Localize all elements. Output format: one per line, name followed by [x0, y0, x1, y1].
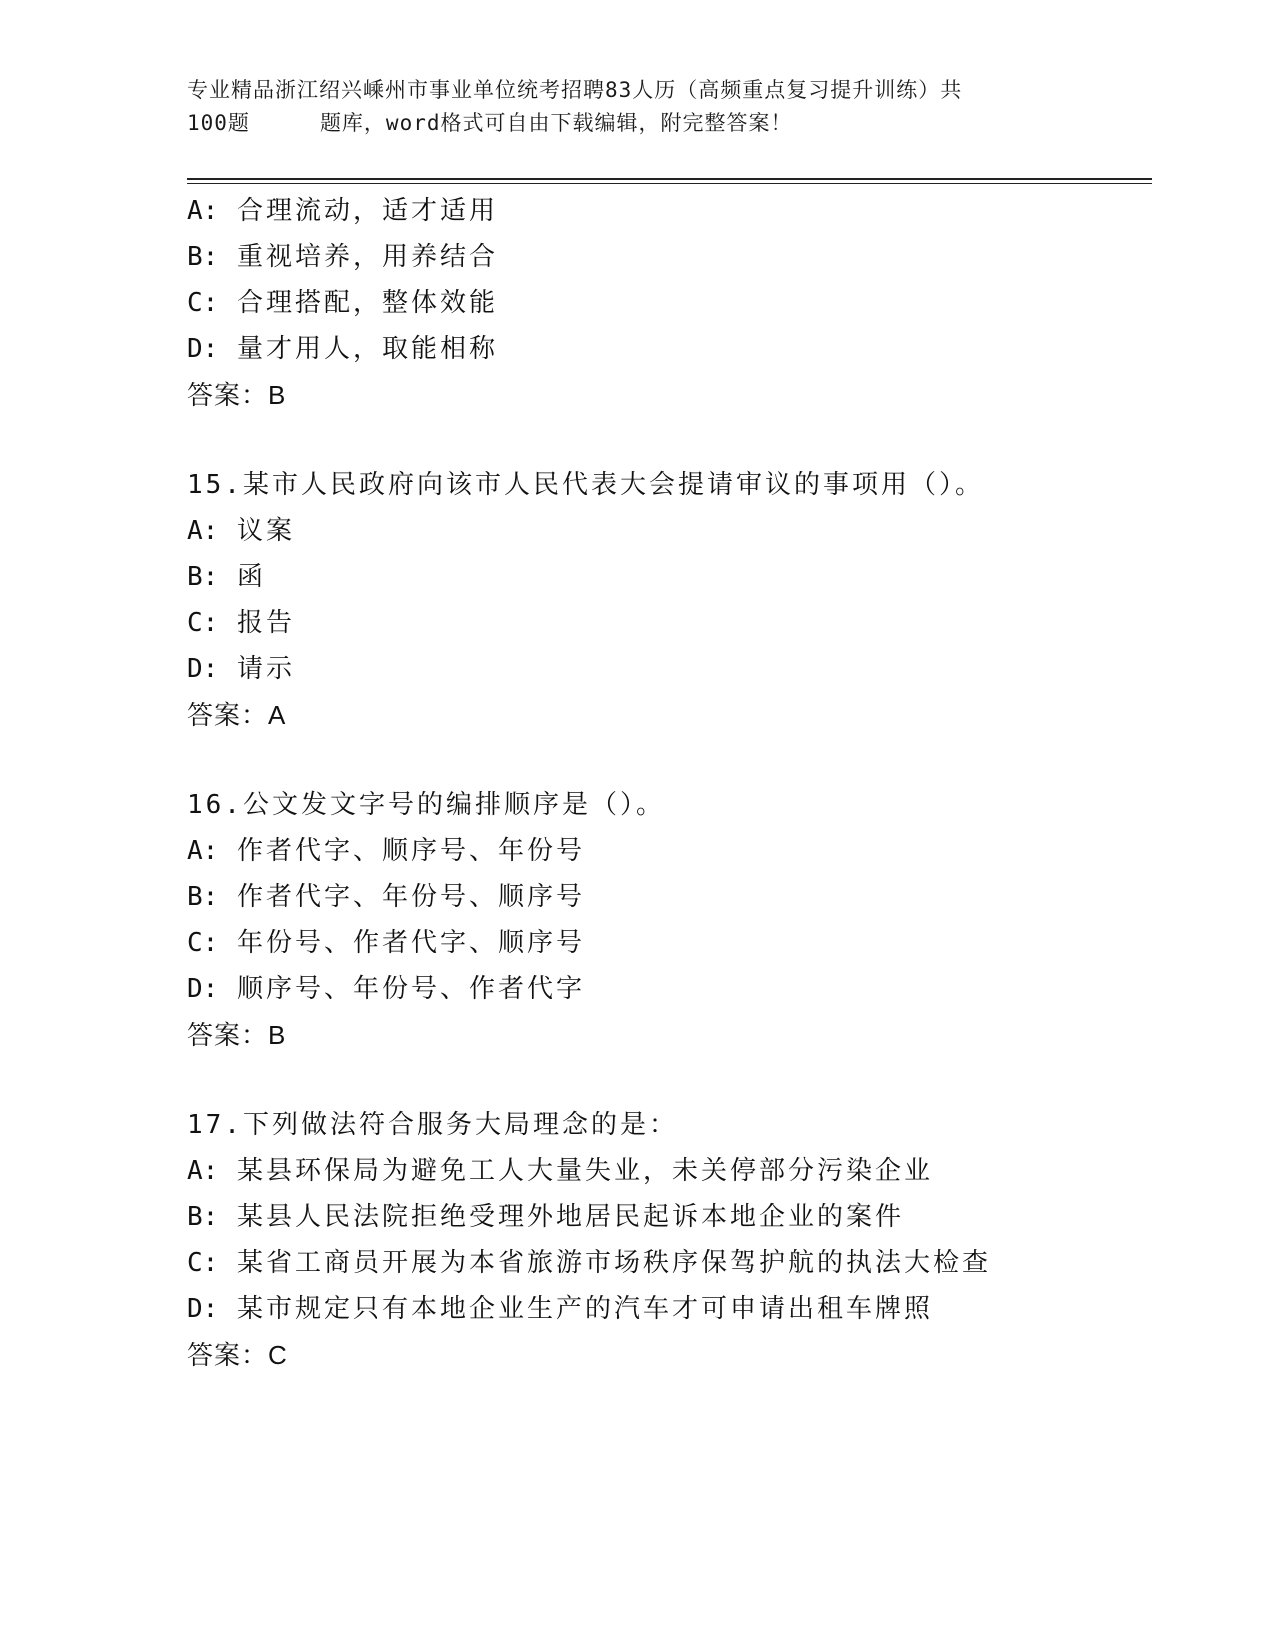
question-stem: 16.公文发文字号的编排顺序是（）。	[187, 790, 665, 820]
option-text: 某市规定只有本地企业生产的汽车才可申请出租车牌照	[236, 1294, 933, 1324]
spacer	[187, 418, 1187, 462]
option-key: C:	[187, 1248, 219, 1278]
option-text: 报告	[236, 608, 295, 638]
spacer	[187, 1058, 1187, 1102]
answer-line: 答案：A	[187, 700, 287, 730]
option-a	[187, 188, 1187, 234]
answer-line: 答案：B	[187, 380, 287, 410]
header-question-count: 100题	[187, 111, 250, 135]
option-text: 重视培养，用养结合	[236, 242, 498, 272]
option-key: C:	[187, 608, 219, 638]
option-text: 顺序号、年份号、作者代字	[236, 974, 585, 1004]
option-text: 作者代字、顺序号、年份号	[236, 836, 585, 866]
option-key: A:	[187, 836, 219, 866]
option-text: 某县人民法院拒绝受理外地居民起诉本地企业的案件	[236, 1202, 904, 1232]
option-key: D:	[187, 654, 219, 684]
option-a	[187, 1148, 1187, 1194]
option-d	[187, 646, 1187, 692]
option-key: A:	[187, 1156, 219, 1186]
option-text: 年份号、作者代字、顺序号	[236, 928, 585, 958]
option-text: 某县环保局为避免工人大量失业，未关停部分污染企业	[236, 1156, 933, 1186]
question-stem: 17.下列做法符合服务大局理念的是：	[187, 1110, 678, 1140]
option-key: B:	[187, 882, 219, 912]
option-key: B:	[187, 1202, 219, 1232]
option-text: 请示	[236, 654, 295, 684]
question-block-17	[187, 1102, 1187, 1378]
header-title-line1: 专业精品浙江绍兴嵊州市事业单位统考招聘83人历（高频重点复习提升训练）共	[187, 78, 963, 102]
option-key: D:	[187, 1294, 219, 1324]
option-d	[187, 966, 1187, 1012]
option-key: C:	[187, 928, 219, 958]
option-text: 合理流动，适才适用	[236, 196, 498, 226]
option-b	[187, 1194, 1187, 1240]
question-stem: 15.某市人民政府向该市人民代表大会提请审议的事项用（）。	[187, 470, 984, 500]
header-rule-thin	[187, 183, 1152, 184]
prev-question-block	[187, 188, 1187, 418]
option-text: 作者代字、年份号、顺序号	[236, 882, 585, 912]
option-key: D:	[187, 334, 219, 364]
option-d	[187, 1286, 1187, 1332]
header-rule-thick	[187, 178, 1152, 180]
option-c	[187, 1240, 1187, 1286]
option-text: 某省工商员开展为本省旅游市场秩序保驾护航的执法大检查	[236, 1248, 991, 1278]
option-c	[187, 600, 1187, 646]
question-block-15	[187, 462, 1187, 738]
question-content	[187, 188, 1187, 1378]
page-header	[187, 74, 1087, 140]
option-key: D:	[187, 974, 219, 1004]
option-a	[187, 508, 1187, 554]
option-b	[187, 874, 1187, 920]
option-b	[187, 554, 1187, 600]
option-b	[187, 234, 1187, 280]
option-text: 议案	[236, 516, 295, 546]
answer-line: 答案：C	[187, 1340, 288, 1370]
option-text: 函	[236, 562, 266, 592]
option-text: 合理搭配，整体效能	[236, 288, 498, 318]
answer-line: 答案：B	[187, 1020, 287, 1050]
option-c	[187, 920, 1187, 966]
spacer	[187, 738, 1187, 782]
option-d	[187, 326, 1187, 372]
option-c	[187, 280, 1187, 326]
option-key: C:	[187, 288, 219, 318]
option-text: 量才用人，取能相称	[236, 334, 498, 364]
option-a	[187, 828, 1187, 874]
header-title-tail: 题库，word格式可自由下载编辑，附完整答案！	[319, 111, 793, 135]
option-key: A:	[187, 516, 219, 546]
option-key: B:	[187, 242, 219, 272]
option-key: B:	[187, 562, 219, 592]
option-key: A:	[187, 196, 219, 226]
question-block-16	[187, 782, 1187, 1058]
header-title-line2	[187, 107, 1087, 140]
